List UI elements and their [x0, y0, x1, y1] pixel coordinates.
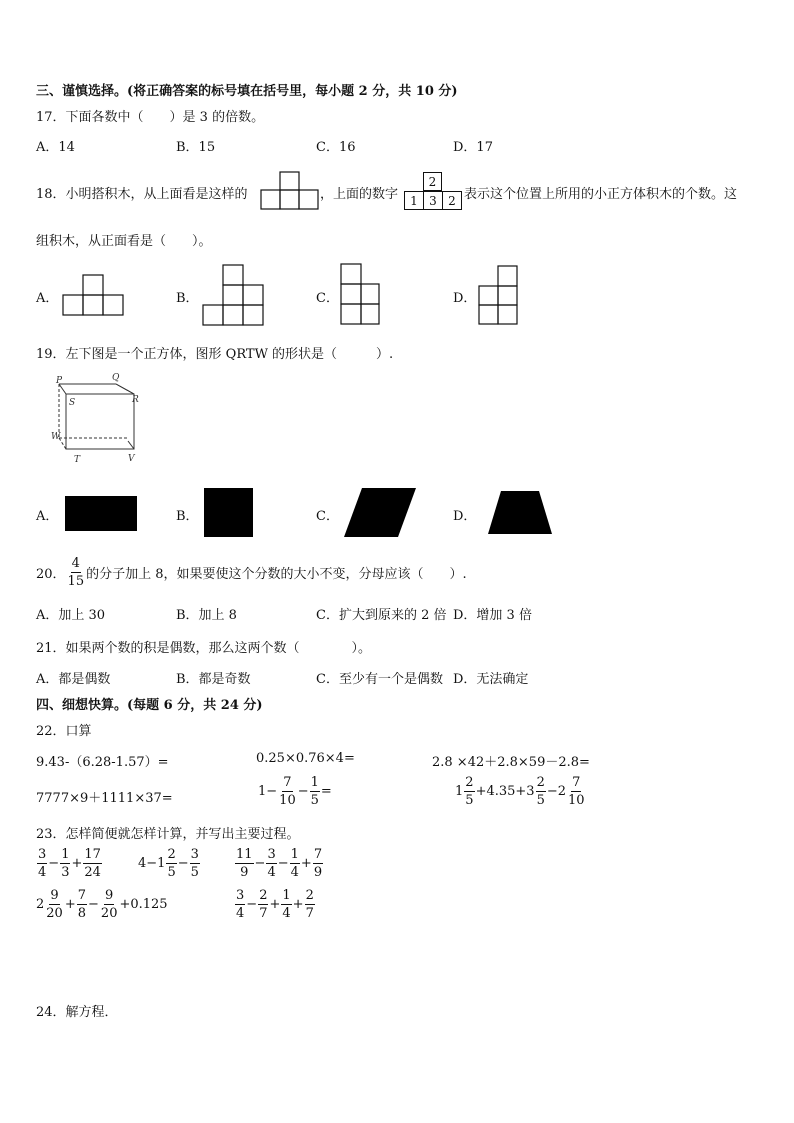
q18-text-line2: 组积木，从正面看是（ ）。	[36, 234, 212, 249]
fraction	[536, 776, 546, 807]
denominator: 4	[282, 906, 291, 921]
numerator: 3	[267, 847, 276, 862]
operator: +	[64, 897, 76, 912]
numerator: 2	[536, 775, 545, 790]
q24-title: 24．解方程．	[36, 1005, 118, 1020]
denominator: 20	[100, 906, 118, 921]
q18-option-d-figure	[479, 265, 521, 327]
q21-option-b[interactable]: B．都是奇数	[176, 672, 251, 687]
fraction	[235, 848, 254, 879]
numerator: 1	[290, 847, 299, 862]
q19-option-c-parallelogram	[344, 488, 417, 538]
q23-expr-2	[138, 848, 201, 879]
whole-number: 1	[455, 784, 464, 799]
fraction	[305, 889, 315, 920]
q23-expr-1	[36, 848, 103, 879]
denominator: 5	[310, 793, 319, 808]
denominator: 9	[240, 865, 249, 880]
q20-denominator: 15	[67, 574, 85, 589]
operator: +	[71, 856, 83, 871]
q18-option-d[interactable]: D．	[453, 291, 477, 306]
fraction	[464, 776, 474, 807]
q22-expr-1: 9.43-（6.28-1.57）=	[36, 755, 169, 770]
denominator: 7	[305, 906, 314, 921]
q21-option-a[interactable]: A．都是偶数	[36, 672, 111, 687]
q17-option-c[interactable]: C．16	[316, 140, 356, 155]
q19-option-d-trapezoid	[488, 491, 554, 535]
q20-fraction	[67, 557, 86, 588]
q18-option-a-figure	[63, 274, 125, 316]
whole-number: 2	[36, 897, 45, 912]
grid-number-top: 2	[423, 172, 442, 191]
denominator: 8	[77, 906, 87, 921]
q18-text-part1: 18．小明搭积木，从上面看是这样的	[36, 187, 248, 202]
operator: −	[48, 856, 60, 871]
fraction	[310, 776, 320, 807]
q19-option-c[interactable]: C．	[316, 509, 339, 524]
q20-stem	[36, 557, 467, 588]
q20-option-a[interactable]: A．加上 30	[36, 608, 106, 623]
section-4-heading: 四、细想快算。(每题 6 分，共 24 分)	[36, 698, 263, 713]
fraction	[37, 848, 47, 879]
cube-label-q: Q	[112, 373, 120, 383]
operator: −	[297, 784, 309, 799]
cube-label-w: W	[51, 432, 61, 442]
q22-expr-2: 0.25×0.76×4=	[256, 751, 355, 766]
q19-option-b[interactable]: B．	[176, 509, 199, 524]
expr-text: 1−	[258, 784, 278, 799]
numerator: 3	[38, 847, 47, 862]
equals-sign: =	[320, 784, 332, 799]
fraction	[45, 889, 64, 920]
q18-option-c[interactable]: C．	[316, 291, 339, 306]
fraction	[166, 848, 176, 879]
q18-number-grid	[404, 172, 462, 210]
q19-option-b-square	[204, 488, 254, 538]
expr-text: 4−1	[138, 856, 166, 871]
fraction	[77, 889, 87, 920]
numerator: 3	[190, 847, 199, 862]
numerator: 2	[259, 888, 268, 903]
q18-option-b[interactable]: B．	[176, 291, 199, 306]
q19-option-a-rectangle	[65, 496, 138, 532]
q21-stem: 21．如果两个数的积是偶数，那么这两个数（ ）。	[36, 641, 372, 656]
denominator: 7	[259, 906, 268, 921]
numerator: 7	[572, 775, 581, 790]
fraction	[100, 889, 119, 920]
q20-option-b[interactable]: B．加上 8	[176, 608, 237, 623]
numerator: 3	[236, 888, 245, 903]
q19-cube-figure	[48, 372, 158, 467]
q17-option-d[interactable]: D．17	[453, 140, 493, 155]
q20-numerator: 4	[71, 556, 80, 571]
q18-option-c-figure	[341, 264, 383, 326]
fraction	[83, 848, 102, 879]
grid-number-left: 1	[404, 191, 424, 210]
denominator: 20	[46, 906, 63, 921]
numerator: 11	[236, 847, 253, 862]
denominator: 4	[236, 906, 245, 921]
q20-prefix: 20．	[36, 567, 66, 582]
operator: −	[246, 897, 258, 912]
fraction	[281, 889, 291, 920]
numerator: 7	[313, 847, 323, 862]
denominator: 24	[84, 865, 101, 880]
operator: +	[300, 856, 312, 871]
denominator: 4	[38, 865, 47, 880]
denominator: 3	[61, 865, 70, 880]
denominator: 4	[290, 865, 299, 880]
cube-label-s: S	[69, 398, 76, 408]
fraction	[266, 848, 276, 879]
numerator: 17	[84, 847, 101, 862]
q20-suffix: 的分子加上 8，如果要使这个分数的大小不变，分母应该（ ）.	[86, 567, 467, 582]
operator: +	[269, 897, 281, 912]
operator: −	[88, 897, 99, 912]
q18-option-b-figure	[203, 265, 265, 327]
q22-expr-6	[455, 776, 587, 807]
fraction	[258, 889, 268, 920]
section-3-heading: 三、谨慎选择。(将正确答案的标号填在括号里，每小题 2 分，共 10 分)	[36, 84, 458, 99]
operator: −	[277, 856, 289, 871]
q18-top-view-figure	[261, 172, 321, 212]
q22-expr-4: 7777×9＋1111×37=	[36, 791, 173, 806]
q17-option-a[interactable]: A．14	[36, 140, 75, 155]
q23-expr-4	[36, 889, 168, 920]
expr-text: +4.35+3	[475, 784, 535, 799]
q18-text-part2: ，上面的数字	[320, 187, 399, 202]
fraction	[313, 848, 323, 879]
q19-option-a[interactable]: A．	[36, 509, 59, 524]
cube-label-v: V	[128, 454, 135, 464]
denominator: 5	[536, 793, 545, 808]
cube-label-t: T	[74, 455, 81, 465]
operator: +	[292, 897, 304, 912]
q22-expr-3: 2.8 ×42＋2.8×59－2.8=	[432, 755, 590, 770]
q18-option-a[interactable]: A．	[36, 291, 59, 306]
numerator: 1	[310, 775, 319, 790]
denominator: 5	[465, 793, 474, 808]
numerator: 2	[305, 888, 314, 903]
q22-expr-5	[258, 776, 332, 807]
fraction	[235, 889, 245, 920]
q20-option-c[interactable]: C．扩大到原来的 2 倍	[316, 608, 447, 623]
fraction	[290, 848, 300, 879]
operator: −	[254, 856, 266, 871]
numerator: 1	[282, 888, 291, 903]
q20-option-d[interactable]: D．增加 3 倍	[453, 608, 532, 623]
q17-option-b[interactable]: B．15	[176, 140, 216, 155]
q21-option-d[interactable]: D．无法确定	[453, 672, 529, 687]
fraction	[567, 776, 586, 807]
numerator: 7	[77, 888, 87, 903]
denominator: 4	[267, 865, 276, 880]
q23-expr-5	[234, 889, 316, 920]
fraction	[60, 848, 70, 879]
numerator: 2	[167, 847, 176, 862]
q23-expr-3	[234, 848, 324, 879]
grid-number-right: 2	[442, 191, 462, 210]
numerator: 9	[50, 888, 59, 903]
numerator: 7	[283, 775, 292, 790]
denominator: 10	[568, 793, 585, 808]
q21-option-c[interactable]: C．至少有一个是偶数	[316, 672, 443, 687]
denominator: 10	[279, 793, 296, 808]
expr-text: +0.125	[119, 897, 168, 912]
numerator: 9	[105, 888, 114, 903]
grid-number-middle: 3	[423, 191, 443, 210]
cube-label-r: R	[132, 395, 139, 405]
denominator: 5	[167, 865, 176, 880]
fraction	[190, 848, 200, 879]
fraction	[278, 776, 297, 807]
q19-stem: 19．左下图是一个正方体，图形 QRTW 的形状是（ ）.	[36, 347, 394, 362]
numerator: 2	[465, 775, 474, 790]
expr-text: −2	[546, 784, 567, 799]
cube-label-p: P	[56, 376, 63, 386]
q19-option-d[interactable]: D．	[453, 509, 477, 524]
operator: −	[177, 856, 189, 871]
q23-title: 23．怎样简便就怎样计算，并写出主要过程。	[36, 827, 300, 842]
denominator: 5	[190, 865, 199, 880]
q22-title: 22．口算	[36, 724, 92, 739]
denominator: 9	[313, 865, 323, 880]
q18-text-part3: 表示这个位置上所用的小正方体积木的个数。这	[464, 187, 738, 202]
q17-stem: 17．下面各数中（ ）是 3 的倍数。	[36, 110, 265, 125]
numerator: 1	[61, 847, 70, 862]
